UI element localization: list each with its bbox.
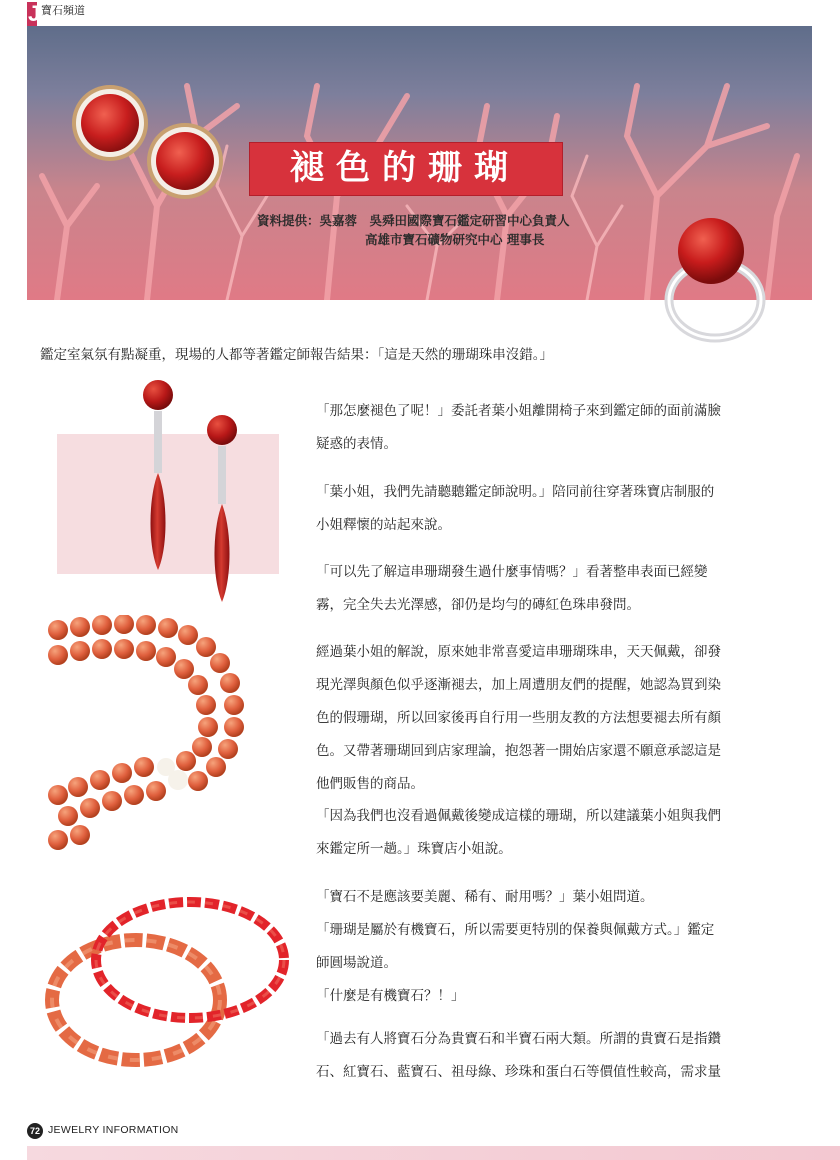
body-paragraph (316, 1023, 758, 1089)
channel-letter: J (28, 1, 41, 26)
credit-line-2: 高雄市寶石礦物研究中心 理事長 (365, 232, 545, 247)
article-title: 褪色的珊瑚 (290, 148, 520, 188)
paragraph-line: 色。又帶著珊瑚回到店家理論，抱怨著一開始店家還不願意承認這是 (316, 743, 721, 759)
paragraph-line: 經過葉小姐的解說，原來她非常喜愛這串珊瑚珠串，天天佩戴，卻發 (316, 644, 721, 660)
paragraph-line: 「那怎麼褪色了呢！」委託者葉小姐離開椅子來到鑑定師的面前滿臉 (316, 403, 721, 419)
coral-bracelets-image (40, 890, 292, 1080)
paragraph-line: 「什麼是有機寶石？！」 (316, 988, 465, 1004)
channel-name-zh: 寶石頻道 (41, 4, 85, 17)
paragraph-line: 「葉小姐，我們先請聽聽鑑定師說明。」陪同前往穿著珠寶店制服的 (316, 484, 715, 500)
body-paragraph (316, 800, 758, 866)
paragraph-line: 霧，完全失去光澤感，卻仍是均勻的磚紅色珠串發問。 (316, 597, 640, 613)
paragraph-line: 「過去有人將寶石分為貴寶石和半寶石兩大類。所謂的貴寶石是指鑽 (316, 1031, 721, 1047)
paragraph-line: 「珊瑚是屬於有機寶石，所以需要更特別的保養與佩戴方式。」鑑定 (316, 922, 715, 938)
coral-bead-necklace-image (48, 615, 260, 860)
paragraph-line: 色的假珊瑚，所以回家後再自行用一些朋友教的方法想要褪去所有顏 (316, 710, 721, 726)
page-number: 72 (27, 1123, 43, 1139)
paragraph-line: 「可以先了解這串珊瑚發生過什麼事情嗎？」看著整串表面已經變 (316, 564, 708, 580)
paragraph-line: 石、紅寶石、藍寶石、祖母綠、珍珠和蛋白石等價值性較高，需求量 (316, 1064, 721, 1080)
body-paragraph (316, 556, 758, 622)
paragraph-line: 師圓場說道。 (316, 955, 397, 971)
body-paragraph (316, 476, 758, 542)
credit-line-1: 資料提供：吳嘉蓉 吳舜田國際寶石鑑定研習中心負責人 (257, 213, 570, 228)
paragraph-line: 現光澤與顏色似乎逐漸褪去，加上周遭朋友們的提醒，她認為買到染 (316, 677, 721, 693)
paragraph-line: 「因為我們也沒看過佩戴後變成這樣的珊瑚，所以建議葉小姐與我們 (316, 808, 721, 824)
paragraph-line: 小姐釋懷的站起來說。 (316, 517, 451, 533)
publication-name: JEWELRY INFORMATION (48, 1124, 179, 1136)
coral-drop-earrings-image (130, 378, 250, 608)
paragraph-line: 他們販售的商品。 (316, 776, 424, 792)
lead-paragraph: 鑑定室氣氛有點凝重，現場的人都等著鑑定師報告結果：「這是天然的珊瑚珠串沒錯。」 (40, 347, 553, 363)
body-paragraph (316, 636, 758, 801)
paragraph-line: 疑惑的表情。 (316, 436, 397, 452)
body-paragraph (316, 395, 758, 461)
coral-earring-left (72, 85, 148, 161)
coral-earring-right (147, 123, 223, 199)
body-paragraph (316, 881, 758, 1013)
paragraph-line: 來鑑定所一趟。」珠寶店小姐說。 (316, 841, 512, 857)
coral-ring-image (655, 215, 775, 350)
footer-bar (27, 1146, 840, 1160)
paragraph-line: 「寶石不是應該要美麗、稀有、耐用嗎？」葉小姐問道。 (316, 889, 654, 905)
